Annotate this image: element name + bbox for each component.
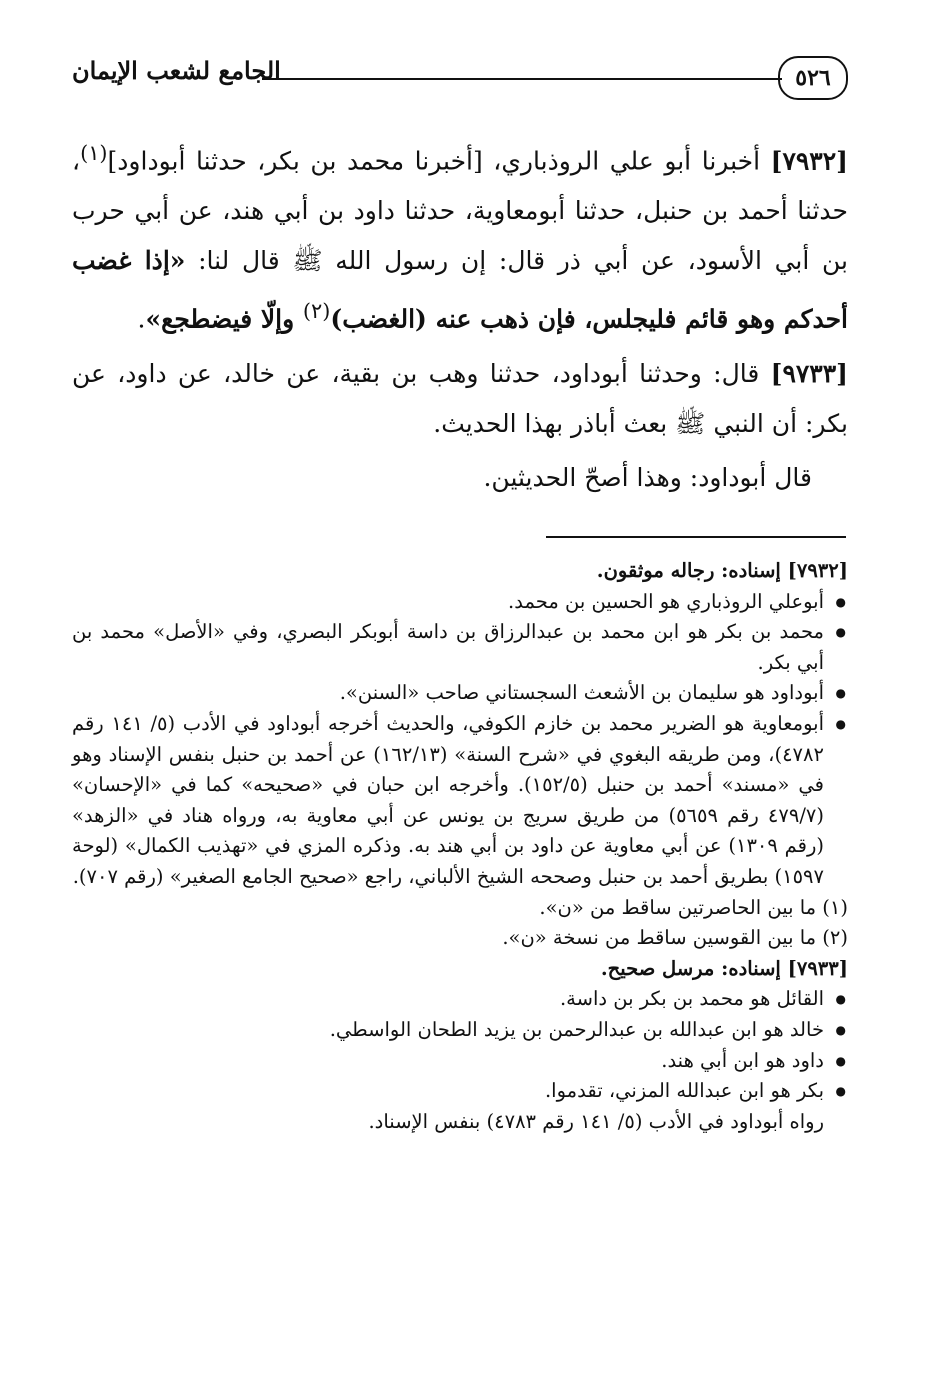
hadith-quote: «إذا غضب أحدكم وهو قائم فليجلس، فإن ذهب عنه (الغضب): [72, 246, 848, 334]
page-number: ٥٢٦: [778, 56, 848, 100]
list-item: ● أبوعلي الروذباري هو الحسين بن محمد.: [72, 587, 848, 618]
note-7932-heading: [٧٩٣٢] إسناده: رجاله موثقون.: [596, 559, 848, 582]
hadith-end: .: [137, 304, 146, 334]
footnote-1: (١) ما بين الحاصرتين ساقط من «ن».: [539, 895, 848, 919]
list-item: ● أبوداود هو سليمان بن الأشعث السجستاني صاحب «السنن».: [72, 678, 848, 709]
hadith-number: [٧٩٣٢]: [770, 146, 848, 176]
footnote-2: (٢) ما بين القوسين ساقط من نسخة «ن».: [502, 926, 848, 950]
list-item: ● بكر هو ابن عبدالله المزني، تقدموا.: [72, 1076, 848, 1107]
list-item: ● داود هو ابن أبي هند.: [72, 1046, 848, 1077]
main-text: [72, 128, 848, 507]
list-item: ● خالد هو ابن عبدالله بن عبدالرحمن بن يزيد الطحان الواسطي.: [72, 1015, 848, 1046]
note-7933-list: [72, 984, 848, 1106]
page-header: [72, 52, 852, 108]
footnote-marker: (١): [80, 141, 108, 165]
footnotes: [72, 556, 848, 1137]
note-7932-list: [72, 587, 848, 893]
hadith-quote-end: وإلّا فيضطجع»: [145, 304, 303, 334]
hadith-text: قال: وحدثنا أبوداود، حدثنا وهب بن بقية، عن خالد، عن داود، عن بكر: أن النبي ﷺ بعث أباذر بهذا الحديث.: [72, 358, 848, 438]
hadith-number: [٩٧٣٣]: [770, 358, 848, 388]
note-7933-tail: رواه أبوداود في الأدب (٥/ ١٤١ رقم ٤٧٨٣) بنفس الإسناد.: [368, 1109, 824, 1133]
footnote-separator: [546, 536, 846, 538]
hadith-7932: [72, 128, 848, 345]
footnote-marker: (٢): [302, 299, 331, 324]
hadith-9733: [72, 349, 848, 449]
list-item: ● أبومعاوية هو الضرير محمد بن خازم الكوفي، والحديث أخرجه أبوداود في الأدب (٥/ ١٤١ رقم ٤٧٨٢)، ومن طريقه البغوي في «شرح السنة» (١٦٢/١٣) عن أحمد بن حنبل بنفس الإسناد وهو في «مسند» أحمد بن حنبل (١٥٢/٥). وأخرجه ابن حبان في «صحيحه» كما في «الإحسان» (٤٧٩/٧ رقم ٥٦٥٩) من طريق سريج بن يونس عن أبي معاوية به، ورواه هناد في «الزهد» (رقم ١٣٠٩) عن أبي معاوية عن داود بن أبي هند به. وذكره المزي في «تهذيب الكمال» (لوحة ١٥٩٧) بطريق أحمد بن حنبل وصححه الشيخ الألباني، راجع «صحيح الجامع الصغير» (رقم ٧٠٧).: [72, 709, 848, 893]
list-item: ● القائل هو محمد بن بكر بن داسة.: [72, 984, 848, 1015]
hadith-chain-continued: ، حدثنا أحمد بن حنبل، حدثنا أبومعاوية، حدثنا داود بن أبي هند، عن أبي حرب بن أبي الأسود، عن أبي ذر قال: إن رسول الله ﷺ قال لنا:: [72, 146, 849, 276]
hadith-chain: أخبرنا أبو علي الروذباري، [أخبرنا محمد بن بكر، حدثنا أبوداود]: [107, 146, 761, 176]
book-title: الجامع لشعب الإيمان: [72, 56, 281, 85]
note-7933-heading: [٧٩٣٣] إسناده: مرسل صحيح.: [600, 956, 848, 980]
list-item: ● محمد بن بكر هو ابن محمد بن عبدالرزاق بن داسة أبوبكر البصري، وفي «الأصل» محمد بن أبي بكر.: [72, 617, 848, 678]
abu-dawud-remark: قال أبوداود: وهذا أصحّ الحديثين.: [483, 462, 812, 492]
header-rule: [262, 78, 782, 80]
